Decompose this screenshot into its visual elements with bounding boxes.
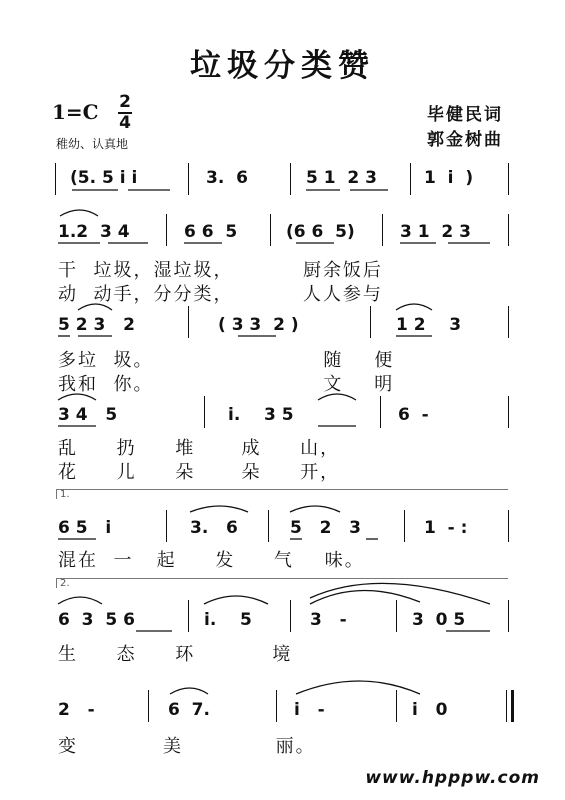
measure: 5 2 3 2 bbox=[58, 315, 135, 335]
barline bbox=[380, 396, 381, 428]
barline bbox=[404, 510, 405, 542]
measure: 5 1 2 3 bbox=[306, 168, 377, 188]
barline bbox=[382, 214, 383, 246]
barline bbox=[396, 690, 397, 722]
barline bbox=[204, 396, 205, 428]
lyricist-credit: 毕健民词 bbox=[427, 105, 503, 125]
measure: i 0 bbox=[412, 700, 448, 720]
lyric-verse-2: 花 儿 朵 朵 开， bbox=[58, 462, 341, 483]
volta-bracket bbox=[56, 489, 508, 490]
lyric-verse-1: 多垃 圾。 随 便 bbox=[58, 350, 395, 371]
slur bbox=[310, 583, 490, 604]
measure: 6 3 5 6 bbox=[58, 610, 135, 630]
measure: 5 2 3 bbox=[290, 518, 361, 538]
page-title: 垃圾分类赞 bbox=[190, 48, 375, 84]
volta-bracket-edge bbox=[56, 578, 57, 588]
measure: 3. 6 bbox=[206, 168, 248, 188]
measure: (5. 5 i i bbox=[70, 168, 138, 188]
barline bbox=[290, 600, 291, 632]
slur bbox=[296, 681, 420, 694]
barline bbox=[276, 690, 277, 722]
barline bbox=[166, 510, 167, 542]
slur bbox=[396, 304, 432, 310]
composer-credit: 郭金树曲 bbox=[427, 130, 503, 150]
barline bbox=[508, 306, 509, 338]
barline bbox=[148, 690, 149, 722]
measure: ( 3 3 2 ) bbox=[218, 315, 299, 335]
barline bbox=[508, 163, 509, 195]
barline bbox=[55, 163, 56, 195]
barline bbox=[410, 163, 411, 195]
lyric-verse-1: 乱 扔 堆 成 山， bbox=[58, 438, 341, 459]
slur bbox=[60, 210, 98, 216]
barline bbox=[268, 510, 269, 542]
barline bbox=[188, 600, 189, 632]
volta-label: 2. bbox=[60, 578, 70, 589]
measure: 3. 6 bbox=[190, 518, 238, 538]
measure: 3 4 5 bbox=[58, 405, 118, 425]
website-watermark: www.hpppw.com bbox=[365, 768, 540, 788]
measure: 6 5 i bbox=[58, 518, 112, 538]
measure: 1 i ) bbox=[424, 168, 474, 188]
measure: (6 6 5) bbox=[286, 222, 355, 242]
slur bbox=[290, 506, 340, 512]
barline bbox=[508, 214, 509, 246]
time-signature-top: 2 bbox=[119, 92, 131, 112]
slur bbox=[204, 596, 268, 604]
measure: 3 0 5 bbox=[412, 610, 466, 630]
time-signature bbox=[118, 94, 132, 132]
measure: 2 - bbox=[58, 700, 95, 720]
measure: 3 - bbox=[310, 610, 347, 630]
measure: 1.2 3 4 bbox=[58, 222, 130, 242]
slur bbox=[310, 590, 420, 604]
measure: i - bbox=[294, 700, 325, 720]
measure: i. 3 5 bbox=[228, 405, 294, 425]
lyric-line: 混在 一 起 发 气 味。 bbox=[58, 550, 365, 571]
lyric-verse-1: 干 垃圾，湿垃圾， 厨余饭后 bbox=[58, 260, 383, 281]
barline bbox=[396, 600, 397, 632]
barline bbox=[188, 306, 189, 338]
barline bbox=[508, 510, 509, 542]
measure: 6 7. bbox=[168, 700, 210, 720]
barline bbox=[166, 214, 167, 246]
measure: 3 1 2 3 bbox=[400, 222, 471, 242]
barline bbox=[370, 306, 371, 338]
barline bbox=[290, 163, 291, 195]
key-signature: 1=C bbox=[52, 100, 99, 124]
volta-bracket bbox=[56, 578, 508, 579]
lyric-line: 变 美 丽。 bbox=[58, 736, 316, 757]
measure: i. 5 bbox=[204, 610, 252, 630]
volta-bracket-edge bbox=[56, 489, 57, 499]
lyric-verse-2: 动 动手，分分类， 人人参与 bbox=[58, 284, 383, 305]
barline bbox=[508, 396, 509, 428]
volta-label: 1. bbox=[60, 489, 70, 500]
final-barline bbox=[511, 690, 514, 722]
slur bbox=[170, 688, 208, 694]
measure: 6 6 5 bbox=[184, 222, 238, 242]
barline bbox=[270, 214, 271, 246]
barline bbox=[188, 163, 189, 195]
lyric-verse-2: 我和 你。 文 明 bbox=[58, 374, 395, 395]
barline bbox=[506, 690, 507, 722]
measure: 1 2 3 bbox=[396, 315, 462, 335]
tempo-marking: 稚幼、认真地 bbox=[56, 137, 129, 151]
time-signature-bottom: 4 bbox=[119, 113, 131, 133]
lyric-line: 生 态 环 境 bbox=[58, 644, 293, 665]
barline bbox=[508, 600, 509, 632]
measure: 6 - bbox=[398, 405, 429, 425]
slur bbox=[58, 597, 102, 604]
measure: 1 - : bbox=[424, 518, 468, 538]
slur bbox=[190, 506, 248, 512]
